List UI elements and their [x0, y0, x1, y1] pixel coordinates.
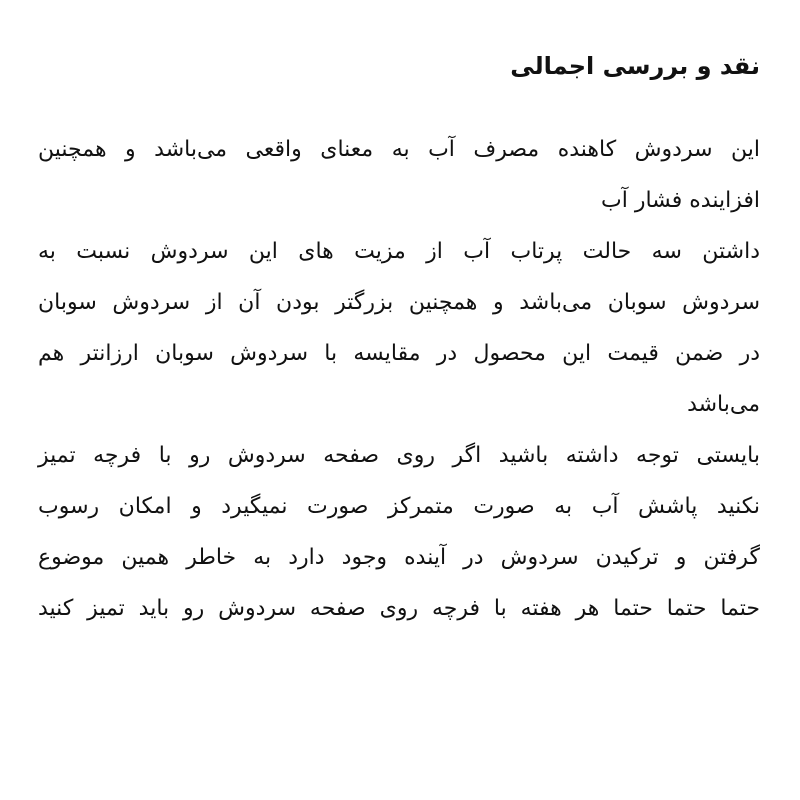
paragraph-line: افزاینده فشار آب [601, 188, 760, 213]
paragraph-line: می‌باشد [687, 392, 760, 417]
paragraph-line: در ضمن قیمت این محصول در مقایسه با سردوش سوبان ارزانتر هم [38, 341, 760, 366]
paragraph-line: سردوش سوبان می‌باشد و همچنین بزرگتر بودن آن از سردوش سوبان [38, 290, 760, 315]
paragraph-line: داشتن سه حالت پرتاب آب از مزیت های این سردوش نسبت به [38, 239, 760, 264]
paragraph-line: نکنید پاشش آب به صورت متمرکز صورت نمیگیرد و امکان رسوب [38, 494, 760, 519]
section-heading: نقد و بررسی اجمالی [510, 52, 760, 80]
paragraph-line: این سردوش کاهنده مصرف آب به معنای واقعی می‌باشد و همچنین [38, 137, 760, 162]
paragraph-line: بایستی توجه داشته باشید اگر روی صفحه سردوش رو با فرچه تمیز [38, 443, 760, 468]
review-paragraph [38, 124, 760, 634]
paragraph-line: حتما حتما حتما هر هفته با فرچه روی صفحه سردوش رو باید تمیز کنید [38, 596, 760, 621]
paragraph-line: گرفتن و ترکیدن سردوش در آینده وجود دارد به خاطر همین موضوع [38, 545, 760, 570]
